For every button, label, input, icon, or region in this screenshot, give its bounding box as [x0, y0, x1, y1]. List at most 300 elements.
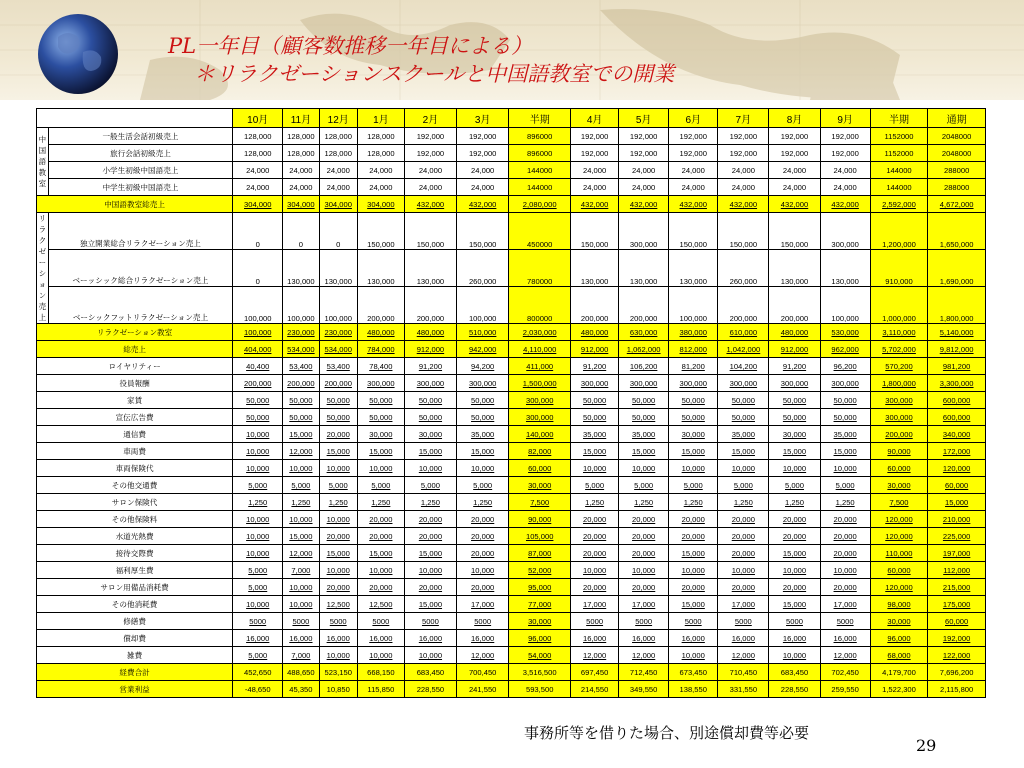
- value-cell: 16,000: [669, 630, 718, 647]
- value-cell: 15,000: [283, 426, 319, 443]
- table-row: [37, 162, 986, 179]
- row-label: サロン保険代: [37, 494, 233, 511]
- row-label: 福利厚生費: [37, 562, 233, 579]
- column-header: 6月: [669, 109, 718, 128]
- row-label: リラクゼーション教室: [37, 324, 233, 341]
- value-cell: 300,000: [820, 375, 870, 392]
- value-cell: 912,000: [769, 341, 820, 358]
- value-cell: 593,500: [509, 681, 571, 698]
- value-cell: 50,000: [769, 392, 820, 409]
- value-cell: 15,000: [669, 443, 718, 460]
- column-header: 10月: [233, 109, 283, 128]
- value-cell: 104,200: [718, 358, 769, 375]
- row-label: 家賃: [37, 392, 233, 409]
- value-cell: 700,450: [457, 664, 509, 681]
- value-cell: 10,000: [404, 562, 456, 579]
- row-label: 営業利益: [37, 681, 233, 698]
- column-header: 5月: [619, 109, 669, 128]
- value-cell: 10,000: [669, 647, 718, 664]
- value-cell: 2,080,000: [509, 196, 571, 213]
- table-row: [37, 375, 986, 392]
- value-cell: 304,000: [357, 196, 404, 213]
- value-cell: 24,000: [357, 162, 404, 179]
- value-cell: 962,000: [820, 341, 870, 358]
- value-cell: 480,000: [571, 324, 619, 341]
- row-label: 中国語教室総売上: [37, 196, 233, 213]
- value-cell: 530,000: [820, 324, 870, 341]
- value-cell: 300,000: [718, 375, 769, 392]
- value-cell: 120,000: [870, 528, 928, 545]
- value-cell: 20,000: [718, 511, 769, 528]
- value-cell: 20,000: [718, 528, 769, 545]
- value-cell: 50,000: [283, 392, 319, 409]
- value-cell: 150,000: [718, 213, 769, 250]
- value-cell: 30,000: [509, 613, 571, 630]
- subtotal-row: [37, 324, 986, 341]
- table-row: [37, 392, 986, 409]
- value-cell: 673,450: [669, 664, 718, 681]
- value-cell: 24,000: [457, 179, 509, 196]
- value-cell: 5,000: [457, 477, 509, 494]
- group-label: 中国語教室: [37, 128, 49, 196]
- value-cell: 122,000: [928, 647, 986, 664]
- value-cell: 20,000: [357, 579, 404, 596]
- value-cell: 683,450: [769, 664, 820, 681]
- row-label: 旅行会話初級売上: [48, 145, 232, 162]
- value-cell: 4,179,700: [870, 664, 928, 681]
- column-header: 9月: [820, 109, 870, 128]
- value-cell: 15,000: [357, 443, 404, 460]
- value-cell: 1,250: [319, 494, 357, 511]
- value-cell: 20,000: [357, 528, 404, 545]
- value-cell: 200,000: [870, 426, 928, 443]
- value-cell: 896000: [509, 145, 571, 162]
- value-cell: 7,696,200: [928, 664, 986, 681]
- value-cell: 130,000: [571, 250, 619, 287]
- value-cell: 24,000: [319, 179, 357, 196]
- value-cell: 128,000: [233, 145, 283, 162]
- row-label: 中学生初級中国語売上: [48, 179, 232, 196]
- value-cell: 16,000: [283, 630, 319, 647]
- value-cell: 24,000: [404, 162, 456, 179]
- value-cell: 17,000: [457, 596, 509, 613]
- row-label: 接待交際費: [37, 545, 233, 562]
- value-cell: 16,000: [233, 630, 283, 647]
- value-cell: 10,000: [283, 511, 319, 528]
- value-cell: 10,000: [619, 460, 669, 477]
- value-cell: 200,000: [718, 287, 769, 324]
- table-row: [37, 358, 986, 375]
- table-row: [37, 477, 986, 494]
- value-cell: 16,000: [820, 630, 870, 647]
- value-cell: 1,250: [457, 494, 509, 511]
- value-cell: 10,000: [669, 562, 718, 579]
- value-cell: 4,672,000: [928, 196, 986, 213]
- table-row: [37, 613, 986, 630]
- value-cell: 534,000: [283, 341, 319, 358]
- value-cell: 16,000: [404, 630, 456, 647]
- value-cell: 12,000: [619, 647, 669, 664]
- pl-table: [36, 108, 986, 698]
- value-cell: 5,000: [718, 477, 769, 494]
- value-cell: 50,000: [769, 409, 820, 426]
- value-cell: 5,000: [669, 477, 718, 494]
- value-cell: 24,000: [233, 162, 283, 179]
- value-cell: 7,000: [283, 647, 319, 664]
- value-cell: 50,000: [319, 409, 357, 426]
- value-cell: 5,000: [571, 477, 619, 494]
- row-label: ロイヤリティー: [37, 358, 233, 375]
- value-cell: 2,115,800: [928, 681, 986, 698]
- value-cell: 510,000: [457, 324, 509, 341]
- value-cell: 50,000: [718, 409, 769, 426]
- globe-icon: [28, 12, 128, 96]
- value-cell: 17,000: [820, 596, 870, 613]
- value-cell: 5,000: [233, 647, 283, 664]
- value-cell: 1,250: [233, 494, 283, 511]
- value-cell: 300,000: [619, 213, 669, 250]
- value-cell: 130,000: [319, 250, 357, 287]
- value-cell: 5,000: [619, 477, 669, 494]
- value-cell: 20,000: [319, 426, 357, 443]
- value-cell: 130,000: [769, 250, 820, 287]
- value-cell: 480,000: [404, 324, 456, 341]
- value-cell: 53,400: [319, 358, 357, 375]
- pl-table-container: [36, 108, 986, 698]
- value-cell: 450000: [509, 213, 571, 250]
- row-label: 雑費: [37, 647, 233, 664]
- value-cell: 50,000: [283, 409, 319, 426]
- value-cell: 128,000: [283, 128, 319, 145]
- value-cell: 404,000: [233, 341, 283, 358]
- value-cell: 10,000: [319, 647, 357, 664]
- value-cell: 230,000: [283, 324, 319, 341]
- value-cell: 10,000: [718, 460, 769, 477]
- table-row: [37, 494, 986, 511]
- value-cell: 87,000: [509, 545, 571, 562]
- value-cell: 20,000: [404, 579, 456, 596]
- value-cell: 5000: [457, 613, 509, 630]
- value-cell: 24,000: [457, 162, 509, 179]
- value-cell: 812,000: [669, 341, 718, 358]
- value-cell: 20,000: [457, 545, 509, 562]
- value-cell: 10,000: [820, 562, 870, 579]
- value-cell: 380,000: [669, 324, 718, 341]
- value-cell: 94,200: [457, 358, 509, 375]
- value-cell: 780000: [509, 250, 571, 287]
- value-cell: 105,000: [509, 528, 571, 545]
- value-cell: 60,000: [870, 460, 928, 477]
- value-cell: 260,000: [457, 250, 509, 287]
- value-cell: 10,000: [233, 545, 283, 562]
- value-cell: 15,000: [404, 443, 456, 460]
- value-cell: 697,450: [571, 664, 619, 681]
- value-cell: 130,000: [283, 250, 319, 287]
- table-row: [37, 528, 986, 545]
- value-cell: 981,200: [928, 358, 986, 375]
- value-cell: 192,000: [718, 128, 769, 145]
- value-cell: 30,000: [769, 426, 820, 443]
- value-cell: 16,000: [619, 630, 669, 647]
- value-cell: 20,000: [404, 511, 456, 528]
- row-label: その他保険料: [37, 511, 233, 528]
- value-cell: 432,000: [457, 196, 509, 213]
- value-cell: 1,200,000: [870, 213, 928, 250]
- value-cell: 0: [319, 213, 357, 250]
- value-cell: 12,500: [357, 596, 404, 613]
- value-cell: 35,000: [457, 426, 509, 443]
- value-cell: 300,000: [669, 375, 718, 392]
- value-cell: 192,000: [571, 145, 619, 162]
- value-cell: 30,000: [357, 426, 404, 443]
- value-cell: 5,000: [357, 477, 404, 494]
- value-cell: 10,000: [571, 562, 619, 579]
- value-cell: 5000: [283, 613, 319, 630]
- value-cell: 9,812,000: [928, 341, 986, 358]
- value-cell: 20,000: [619, 528, 669, 545]
- value-cell: 12,000: [718, 647, 769, 664]
- value-cell: 24,000: [769, 179, 820, 196]
- value-cell: 5,000: [820, 477, 870, 494]
- value-cell: 128,000: [357, 128, 404, 145]
- value-cell: 192,000: [571, 128, 619, 145]
- table-row: [37, 128, 986, 145]
- value-cell: 5,000: [769, 477, 820, 494]
- value-cell: 432,000: [718, 196, 769, 213]
- table-row: [37, 562, 986, 579]
- value-cell: 1,800,000: [928, 287, 986, 324]
- value-cell: 10,000: [319, 511, 357, 528]
- value-cell: 110,000: [870, 545, 928, 562]
- value-cell: 100,000: [457, 287, 509, 324]
- value-cell: 304,000: [283, 196, 319, 213]
- value-cell: 20,000: [571, 545, 619, 562]
- value-cell: 20,000: [769, 579, 820, 596]
- table-row: [37, 287, 986, 324]
- value-cell: 17,000: [718, 596, 769, 613]
- value-cell: 5,000: [233, 477, 283, 494]
- value-cell: 50,000: [457, 409, 509, 426]
- value-cell: 610,000: [718, 324, 769, 341]
- value-cell: 349,550: [619, 681, 669, 698]
- column-header: 7月: [718, 109, 769, 128]
- value-cell: 96,200: [820, 358, 870, 375]
- value-cell: 20,000: [820, 528, 870, 545]
- page-number: 29: [916, 736, 937, 755]
- value-cell: 24,000: [619, 179, 669, 196]
- value-cell: 20,000: [820, 579, 870, 596]
- value-cell: 15,000: [319, 443, 357, 460]
- value-cell: 15,000: [669, 596, 718, 613]
- value-cell: 1,250: [769, 494, 820, 511]
- value-cell: 15,000: [404, 596, 456, 613]
- value-cell: 7,500: [870, 494, 928, 511]
- value-cell: 702,450: [820, 664, 870, 681]
- value-cell: 192,000: [619, 128, 669, 145]
- value-cell: 10,000: [233, 596, 283, 613]
- value-cell: 300,000: [870, 392, 928, 409]
- value-cell: 5,000: [319, 477, 357, 494]
- value-cell: 50,000: [404, 392, 456, 409]
- value-cell: 144000: [509, 162, 571, 179]
- value-cell: 12,500: [319, 596, 357, 613]
- value-cell: 1,250: [669, 494, 718, 511]
- value-cell: 0: [233, 250, 283, 287]
- value-cell: 192,000: [718, 145, 769, 162]
- value-cell: 0: [233, 213, 283, 250]
- value-cell: 35,000: [619, 426, 669, 443]
- value-cell: 12,000: [571, 647, 619, 664]
- value-cell: 50,000: [669, 409, 718, 426]
- value-cell: 128,000: [283, 145, 319, 162]
- value-cell: 10,000: [718, 562, 769, 579]
- value-cell: 91,200: [769, 358, 820, 375]
- row-label: その他交通費: [37, 477, 233, 494]
- value-cell: 120,000: [928, 460, 986, 477]
- value-cell: 241,550: [457, 681, 509, 698]
- value-cell: 432,000: [820, 196, 870, 213]
- value-cell: 30,000: [404, 426, 456, 443]
- value-cell: 1,250: [820, 494, 870, 511]
- value-cell: 17,000: [619, 596, 669, 613]
- value-cell: 24,000: [669, 162, 718, 179]
- value-cell: 1,062,000: [619, 341, 669, 358]
- value-cell: 488,650: [283, 664, 319, 681]
- value-cell: 192,000: [404, 145, 456, 162]
- value-cell: 20,000: [619, 545, 669, 562]
- value-cell: 10,000: [357, 460, 404, 477]
- value-cell: 128,000: [233, 128, 283, 145]
- value-cell: 192,000: [669, 145, 718, 162]
- value-cell: 98,000: [870, 596, 928, 613]
- table-row: [37, 647, 986, 664]
- value-cell: 20,000: [820, 511, 870, 528]
- value-cell: 20,000: [571, 528, 619, 545]
- value-cell: 10,000: [233, 528, 283, 545]
- table-row: [37, 630, 986, 647]
- value-cell: 20,000: [571, 579, 619, 596]
- value-cell: 150,000: [669, 213, 718, 250]
- value-cell: 50,000: [233, 409, 283, 426]
- value-cell: 411,000: [509, 358, 571, 375]
- value-cell: 78,400: [357, 358, 404, 375]
- value-cell: 10,000: [769, 647, 820, 664]
- table-row: [37, 460, 986, 477]
- value-cell: 15,000: [283, 528, 319, 545]
- value-cell: 210,000: [928, 511, 986, 528]
- value-cell: 96,000: [870, 630, 928, 647]
- value-cell: 16,000: [769, 630, 820, 647]
- value-cell: 30,000: [509, 477, 571, 494]
- value-cell: 60,000: [509, 460, 571, 477]
- value-cell: 40,400: [233, 358, 283, 375]
- value-cell: 2,030,000: [509, 324, 571, 341]
- row-label: 償却費: [37, 630, 233, 647]
- value-cell: 12,000: [457, 647, 509, 664]
- value-cell: 45,350: [283, 681, 319, 698]
- row-label: 宣伝広告費: [37, 409, 233, 426]
- value-cell: 100,000: [233, 324, 283, 341]
- value-cell: 10,000: [319, 562, 357, 579]
- value-cell: 60,000: [870, 562, 928, 579]
- value-cell: 106,200: [619, 358, 669, 375]
- value-cell: 15,000: [820, 443, 870, 460]
- row-label: 小学生初級中国語売上: [48, 162, 232, 179]
- column-header: 半期: [509, 109, 571, 128]
- value-cell: 90,000: [870, 443, 928, 460]
- value-cell: 784,000: [357, 341, 404, 358]
- value-cell: 10,000: [769, 562, 820, 579]
- subtotal-row: [37, 341, 986, 358]
- value-cell: 480,000: [769, 324, 820, 341]
- value-cell: 175,000: [928, 596, 986, 613]
- value-cell: 128,000: [319, 145, 357, 162]
- value-cell: 100,000: [319, 287, 357, 324]
- value-cell: 5,000: [233, 562, 283, 579]
- value-cell: 144000: [870, 179, 928, 196]
- value-cell: 225,000: [928, 528, 986, 545]
- value-cell: 95,000: [509, 579, 571, 596]
- table-row: [37, 179, 986, 196]
- value-cell: 300,000: [769, 375, 820, 392]
- value-cell: 24,000: [619, 162, 669, 179]
- row-label: 修繕費: [37, 613, 233, 630]
- value-cell: 15,000: [571, 443, 619, 460]
- value-cell: 10,850: [319, 681, 357, 698]
- value-cell: 10,000: [820, 460, 870, 477]
- value-cell: 5,000: [233, 579, 283, 596]
- value-cell: 150,000: [571, 213, 619, 250]
- value-cell: 192,000: [769, 145, 820, 162]
- value-cell: 50,000: [404, 409, 456, 426]
- value-cell: 24,000: [283, 179, 319, 196]
- value-cell: 90,000: [509, 511, 571, 528]
- value-cell: 15,000: [319, 545, 357, 562]
- value-cell: 10,000: [404, 460, 456, 477]
- value-cell: 16,000: [319, 630, 357, 647]
- value-cell: 5000: [319, 613, 357, 630]
- value-cell: 304,000: [319, 196, 357, 213]
- row-label: 総売上: [37, 341, 233, 358]
- value-cell: 150,000: [457, 213, 509, 250]
- column-header: 4月: [571, 109, 619, 128]
- value-cell: 150,000: [357, 213, 404, 250]
- value-cell: 534,000: [319, 341, 357, 358]
- value-cell: 20,000: [571, 511, 619, 528]
- value-cell: 50,000: [718, 392, 769, 409]
- value-cell: 523,150: [319, 664, 357, 681]
- value-cell: 683,450: [404, 664, 456, 681]
- value-cell: 300,000: [870, 409, 928, 426]
- value-cell: 4,110,000: [509, 341, 571, 358]
- value-cell: 600,000: [928, 409, 986, 426]
- value-cell: 5000: [718, 613, 769, 630]
- value-cell: 1,522,300: [870, 681, 928, 698]
- value-cell: 5,702,000: [870, 341, 928, 358]
- value-cell: 10,000: [319, 460, 357, 477]
- value-cell: 5000: [571, 613, 619, 630]
- value-cell: 150,000: [769, 213, 820, 250]
- value-cell: 10,000: [457, 460, 509, 477]
- table-row: [37, 596, 986, 613]
- value-cell: 10,000: [233, 511, 283, 528]
- value-cell: 30,000: [870, 477, 928, 494]
- value-cell: 35,000: [718, 426, 769, 443]
- value-cell: 600,000: [928, 392, 986, 409]
- row-label: サロン用備品消耗費: [37, 579, 233, 596]
- value-cell: 10,000: [669, 460, 718, 477]
- value-cell: 60,000: [928, 613, 986, 630]
